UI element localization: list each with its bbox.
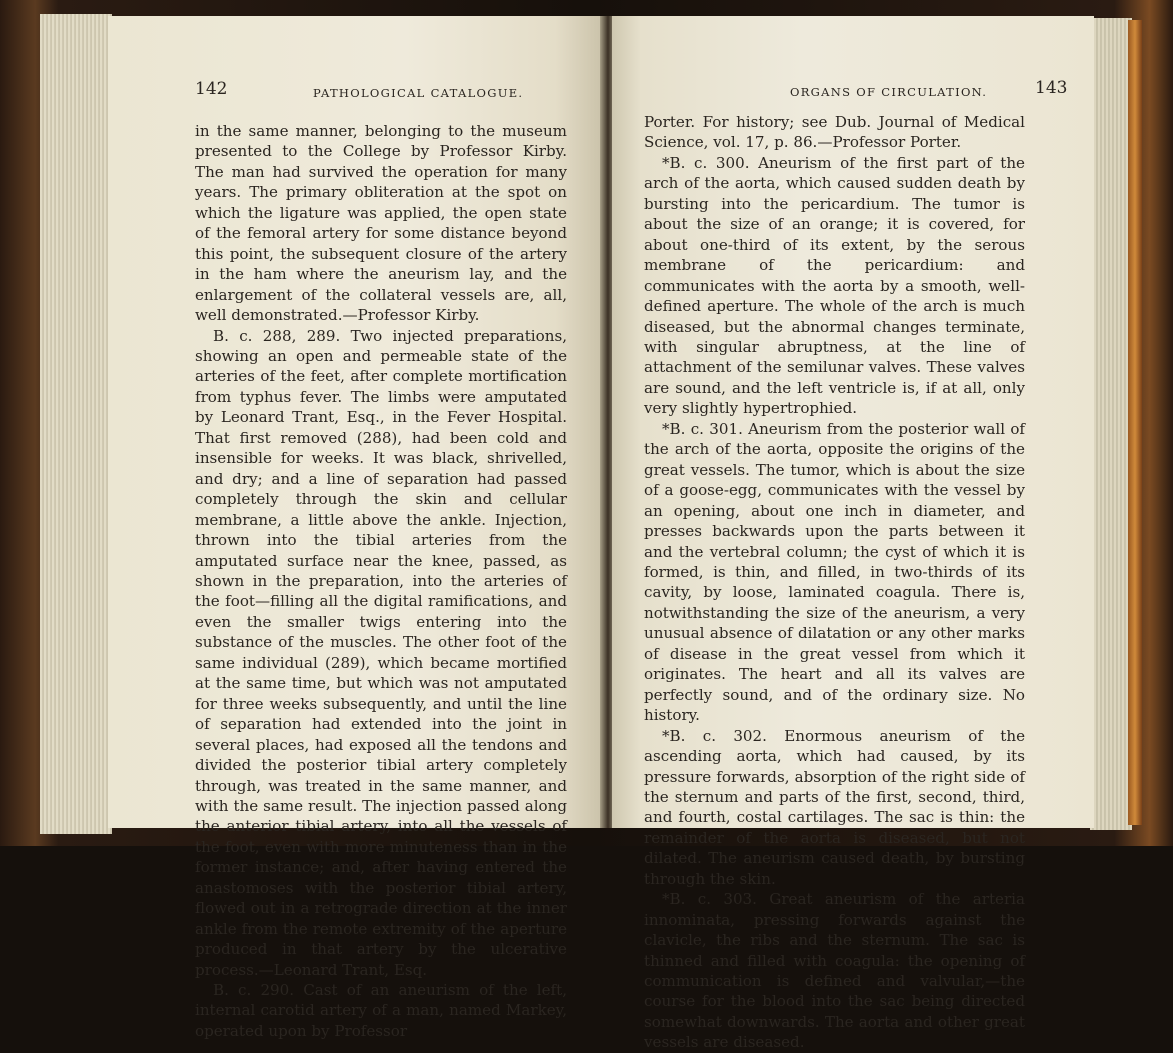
left-page-body — [195, 121, 567, 1041]
right-page — [612, 16, 1094, 1052]
paragraph: *B. c. 301. Aneurism from the posterior wall of the arch of the aorta, opposite the origins of the great vessels. The tumor, which is about the size of a goose-egg, communicates with the vessel by an opening, about one inch in diameter, and presses backwards upon the parts between it and the vertebral column; the cyst of which it is formed, is thin, and filled, in two-thirds of its cavity, by loose, laminated coagula. There is, notwithstanding the size of the aneurism, a very unusual absence of dilatation or any other marks of disease in the great vessel from which it originates. The heart and all its valves are perfectly sound, and of the ordinary size. No history. — [644, 419, 1025, 725]
right-running-head — [612, 78, 1094, 106]
paragraph: *B. c. 303. Great aneurism of the arteria innominata, pressing forwards against the clavicle, the ribs and the sternum. The sac is thinned and filled with coagula: the opening of communication is defined and valvular,—the course for the blood into the sac being directed somewhat downwards. The aorta and other great vessels are diseased. — [644, 890, 1025, 1052]
paragraph: B. c. 290. Cast of an aneurism of the left, internal carotid artery of a man, named Markey, operated upon by Professor — [195, 981, 567, 1040]
paragraph: in the same manner, belonging to the museum presented to the College by Professor Kirby. The man had survived the operation for many years. The primary obliteration at the spot on which the ligature was applied, the open state of the femoral artery for some distance beyond this point, the subsequent closure of the artery in the ham where the aneurism lay, and the enlargement of the collateral vessels are, all, well demonstrated.—Professor Kirby. — [195, 122, 567, 325]
paragraph: *B. c. 300. Aneurism of the first part of the arch of the aorta, which caused sudden death by bursting into the pericardium. The tumor is about the size of an orange; it is covered, for about one-third of its extent, by the serous membrane of the pericardium: and communicates with the aorta by a smooth, well-defined aperture. The whole of the arch is much diseased, but the abnormal changes terminate, with singular abruptness, at the line of attachment of the semilunar valves. These valves are sound, and the left ventricle is, if at all, only very slightly hypertrophied. — [644, 153, 1025, 418]
left-running-title: PATHOLOGICAL CATALOGUE. — [313, 86, 524, 100]
left-page-edges — [40, 14, 112, 834]
right-running-title: ORGANS OF CIRCULATION. — [790, 85, 988, 99]
book-cover-edge — [1128, 20, 1142, 825]
left-page-number: 142 — [195, 79, 228, 99]
paragraph: Porter. For history; see Dub. Journal of Medical Science, vol. 17, p. 86.—Professor Porter. — [644, 113, 1025, 152]
paragraph: *B. c. 302. Enormous aneurism of the ascending aorta, which had caused, by its pressure forwards, absorption of the right side of the sternum and parts of the first, second, third, and fourth, costal cartilages. The sac is thin: the remainder of the aorta is diseased, but not dilated. The aneurism caused death, by bursting through the skin. — [644, 726, 1025, 888]
left-page — [108, 16, 605, 1040]
left-running-head — [108, 79, 605, 107]
right-page-edges — [1090, 18, 1132, 830]
right-page-body — [644, 112, 1025, 1053]
paragraph: B. c. 288, 289. Two injected preparations, showing an open and permeable state of the arteries of the feet, after complete mortification from typhus fever. The limbs were amputated by Leonard Trant, Esq., in the Fever Hospital. That first removed (288), had been cold and insensible for weeks. It was black, shrivelled, and dry; and a line of separation had passed completely through the skin and cellular membrane, a little above the ankle. Injection, thrown into the tibial arteries from the amputated surface near the knee, passed, as shown in the preparation, into the arteries of the foot—filling all the digital ramifications, and even the smaller twigs entering into the substance of the muscles. The other foot of the same individual (289), which became mortified at the same time, but which was not amputated for three weeks subsequently, and until the line of separation had extended into the joint in several places, had exposed all the tendons and divided the posterior tibial artery completely through, was treated in the same manner, and with the same result. The injection passed along the anterior tibial artery, into all the vessels of the foot, even with more minuteness than in the former instance; and, after having entered the anastomoses with the posterior tibial artery, flowed out in a retrograde direction at the inner ankle from the remote extremity of the aperture produced in that artery by the ulcerative process.—Leonard Trant, Esq. — [195, 326, 567, 979]
right-page-number: 143 — [1035, 78, 1068, 98]
